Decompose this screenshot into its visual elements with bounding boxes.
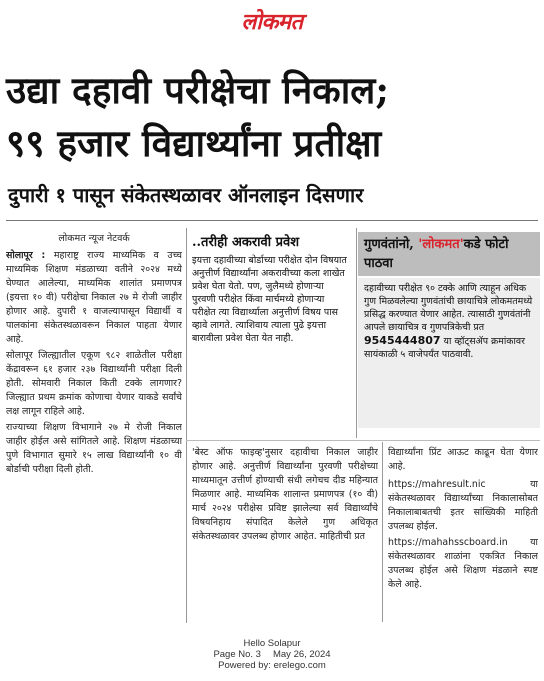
paragraph-text: महाराष्ट्र राज्य माध्यमिक व उच्च माध्यमिक शिक्षण मंडळाच्या वतीने २०२४ मध्ये घेण्यात आलेल्या, माध्यमिक शालांत प्रमाणपत्र (इयत्ता १० वी) परीक्षेचा निकाल २७ मे रोजी जाहीर होणार आहे. दुपारी १ वाजल्यापासून विद्यार्थी व पालकांना संकेतस्थळावरून निकाल पाहता येणार आहे.	[6, 250, 182, 345]
paragraph: विद्यार्थ्यांना प्रिंट आऊट काढून घेता येणार आहे.	[388, 447, 538, 472]
paragraph	[388, 536, 538, 592]
headline-line-2: ९९ हजार विद्यार्थ्यांना प्रतीक्षा	[6, 121, 382, 165]
appeal-text: दहावीच्या परीक्षेत ९० टक्के आणि त्याहून अधिक गुण मिळवलेल्या गुणवंतांची छायाचित्रे लोकमतमध्ये प्रसिद्ध करण्यात येणार आहेत. त्यासाठी गुणवंतांनी आपले छायाचित्र व गुणपत्रिकेची प्रत	[364, 283, 533, 333]
result-website-link: https://mahresult.nic	[388, 479, 486, 490]
byline: लोकमत न्यूज नेटवर्क	[58, 233, 130, 244]
paragraph-text: या संकेतस्थळावर विद्यार्थ्यांच्या निकालासोबत निकालाबाबतची इतर सांख्यिकी माहिती उपलब्ध होईल.	[388, 479, 538, 532]
paragraph: राज्याच्या शिक्षण विभागाने २७ मे रोजी निकाल जाहीर होईल असे सांगितले आहे. शिक्षण मंडळाच्या पुणे विभागात सुमारे १५ लाख विद्यार्थ्यांनी १० वी बोर्डाची परीक्षा दिली होती.	[6, 422, 182, 475]
page-info	[0, 649, 544, 660]
paragraph: 'बेस्ट ऑफ फाइव्ह'नुसार दहावीचा निकाल जाहीर होणार आहे. अनुत्तीर्ण विद्यार्थ्यांना पुरवणी परीक्षेच्या माध्यमातून उत्तीर्ण होण्याची संधी लगेचच दीड महिन्यात मिळणार आहे. माध्यमिक शालान्त प्रमाणपत्र (१० वी) मार्च २०२४ परीक्षेस प्रविष्ट झालेल्या सर्व विद्यार्थ्यांचे विषयनिहाय संपादित केलेले गुण अधिकृत संकेतस्थळावर उपलब्ध होणार आहेत. माहितीची प्रत	[192, 447, 378, 542]
divider	[6, 220, 538, 221]
powered-by: Powered by: erelego.com	[218, 660, 326, 671]
brand-name: 'लोकमत'	[418, 237, 464, 252]
paragraph: सोलापूर जिल्ह्यातील एकूण ९८२ शाळेतील परीक्षा केंद्रावरून ६१ हजार २३७ विद्यार्थ्यांनी परीक्षा दिली होती. सोमवारी निकाल किती टक्के लागणार? जिल्ह्यात प्रथम क्रमांक कोणाचा येणार याकडे सर्वांचे लक्ष लागून राहिले आहे.	[6, 350, 182, 417]
headline-line-1: उद्या दहावी परीक्षेचा निकाल;	[6, 68, 390, 112]
column-divider	[186, 228, 187, 623]
photo-appeal-title	[358, 232, 540, 276]
subheadline: दुपारी १ पासून संकेतस्थळावर ऑनलाइन दिसणार	[8, 183, 364, 207]
column-divider	[382, 442, 383, 622]
masthead	[0, 0, 544, 42]
paragraph	[6, 249, 182, 347]
divider	[186, 440, 540, 441]
title-part: गुणवंतांनो,	[364, 237, 419, 252]
article-column-1	[6, 232, 182, 620]
paragraph	[388, 478, 538, 534]
edition-name: Hello Solapur	[243, 638, 301, 649]
appeal-text: या व्हॉट्सॲप क्रमांकावर सायंकाळी ५ वाजेपर्यंत पाठवावी.	[364, 336, 525, 360]
footer	[0, 638, 544, 671]
lokmat-logo: लोकमत	[241, 9, 303, 35]
article-column-3	[388, 446, 538, 624]
column-divider	[356, 228, 357, 438]
dateline: सोलापूर :	[6, 250, 46, 261]
sidebar-title: ..तरीही अकरावी प्रवेश	[192, 235, 300, 250]
whatsapp-number: 9545444807	[364, 334, 441, 347]
article-column-2	[192, 446, 378, 624]
issue-date: May 26, 2024	[272, 649, 331, 660]
board-website-link: https://mahahsscboard.in	[388, 537, 508, 548]
title-part: कडे फोटो पाठवा	[364, 237, 509, 271]
sidebar-text: इयत्ता दहावीच्या बोर्डाच्या परीक्षेत दोन विषयात अनुत्तीर्ण विद्यार्थ्यांना अकरावीच्या कला शाखेत प्रवेश घेता येतो. पण, जुलैमध्ये होणाऱ्या पुरवणी परीक्षेत किंवा मार्चमध्ये होणाऱ्या परीक्षेत त्या विद्यार्थ्याला अनुत्तीर्ण विषय पास व्हावे लागते. त्याशिवाय त्याला पुढे इयत्ता बारावीला प्रवेश घेता येत नाही.	[192, 255, 347, 344]
page-number: Page No. 3	[213, 649, 261, 660]
sidebar-eleventh-admission	[192, 234, 350, 434]
paragraph-text: या संकेतस्थळावर शाळांना एकत्रित निकाल उपलब्ध होईल असे शिक्षण मंडळाने स्पष्ट केले आहे.	[388, 537, 538, 590]
photo-appeal-body	[358, 278, 540, 428]
headline	[6, 64, 538, 170]
photo-appeal-box	[358, 232, 540, 438]
